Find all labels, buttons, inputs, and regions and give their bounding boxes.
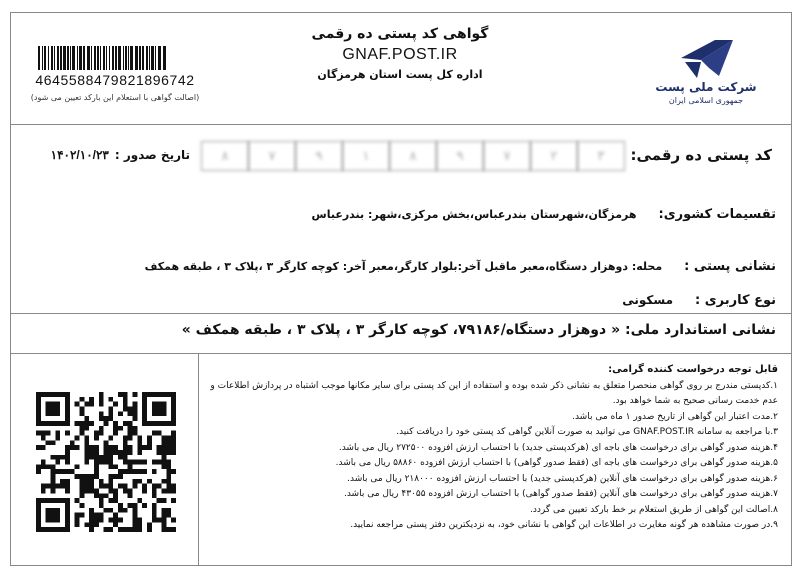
note-item: ۶.هزینه صدور گواهی برای درخواست های آنلاین (هرکدپستی جدید) با احتساب ارزش افزوده ۲۱۸۰۰۰ ریال می باشد. (347, 473, 778, 484)
postal-code-label: کد پستی ده رقمی: (630, 146, 772, 164)
postal-code-digit: ۳ (577, 141, 625, 171)
standard-address (182, 322, 776, 338)
note-item: ۳.با مراجعه به سامانه GNAF.POST.IR می توانید به صورت آنلاین گواهی کد پستی خود را دریافت کنید. (396, 427, 778, 437)
division-label: تقسیمات کشوری: (658, 207, 776, 222)
barcode-icon (38, 46, 166, 70)
postal-code-digit: ۸ (389, 141, 437, 171)
note-item: ۸.اصالت این گواهی از طریق استعلام بر خط بارکد تعیین می گردد. (530, 504, 778, 515)
office-name: اداره کل پست استان هرمزگان (317, 68, 483, 81)
address-label: نشانی پستی : (684, 259, 776, 274)
post-logo-icon (675, 36, 739, 82)
address-row (145, 255, 776, 274)
address-value: محله: دوهزار دستگاه،معبر ماقبل آخر:بلوار کارگر،معبر آخر: کوچه کارگر ۳ ،پلاک ۳ ، طبقه همکف (144, 260, 663, 273)
standard-address-value: « دوهزار دستگاه/۷۹۱۸۶، کوچه کارگر ۳ ، پلاک ۳ ، طبقه همکف » (181, 322, 621, 338)
issue-date (30, 148, 190, 162)
issue-date-label: تاریخ صدور : (114, 148, 190, 162)
usage-value: مسکونی (622, 293, 674, 307)
barcode-note: (اصالت گواهی با استعلام این بارکد تعیین می شود) (30, 93, 200, 102)
note-item: ۲.مدت اعتبار این گواهی از تاریخ صدور ۱ ماه می باشد. (572, 411, 778, 422)
note-item: ۵.هزینه صدور گواهی برای درخواست های باجه ای (فقط صدور گواهی) با احتساب ارزش افزوده ۵۸۸۶۰ ریال می باشد. (335, 458, 778, 468)
division-value: هرمزگان،شهرستان بندرعباس،بخش مرکزی،شهر: بندرعباس (311, 208, 637, 221)
postal-code-digit: ۱ (342, 141, 390, 171)
note-item: ۱.کدپستی مندرج بر روی گواهی منحصرا متعلق به نشانی ذکر شده بوده و استفاده از این کد پستی برای سایر مکانها موجب اشتباه در پردازش اطلاعات و عدم خدمت رسانی صحیح به شما خواهد بود. (210, 380, 778, 406)
postal-code-digit: ۷ (248, 141, 296, 171)
note-item: ۷.هزینه صدور گواهی برای درخواست های آنلاین (فقط صدور گواهی) با احتساب ارزش افزوده ۴۳۰۵۵ ریال می باشد. (343, 489, 778, 499)
postal-code-digit: ۸ (201, 141, 249, 171)
usage-row (622, 289, 776, 308)
logo-subtitle: جمهوری اسلامی ایران (668, 96, 744, 105)
postal-code-digit: ۲ (530, 141, 578, 171)
logo-name: شرکت ملی پست (655, 80, 757, 94)
divider (198, 353, 199, 566)
standard-address-label: نشانی استاندارد ملی: (625, 322, 776, 338)
divider (10, 353, 792, 354)
notes-title: قابل توجه درخواست کننده گرامی: (608, 364, 778, 375)
site-address: GNAF.POST.IR (342, 46, 458, 63)
document-title: گواهی کد پستی ده رقمی (311, 26, 489, 42)
title-block (300, 26, 500, 81)
issue-date-value: ۱۴۰۲/۱۰/۲۳ (50, 148, 109, 162)
usage-label: نوع کاربری : (695, 293, 776, 308)
qr-code-icon (36, 392, 176, 532)
notes-section (208, 362, 778, 534)
postal-code-digit: ۷ (483, 141, 531, 171)
barcode-number: 4645588479821896742 (35, 72, 195, 88)
postal-code-boxes (202, 141, 625, 171)
division-row (312, 203, 776, 222)
postal-code-digit: ۹ (295, 141, 343, 171)
divider (10, 313, 792, 314)
note-item: ۹.در صورت مشاهده هر گونه مغایرت در اطلاعات این گواهی با نشانی خود، به نزدیکترین دفتر پستی مراجعه نمایید. (350, 520, 778, 530)
divider (10, 124, 792, 125)
note-item: ۴.هزینه صدور گواهی برای درخواست های باجه ای (هرکدپستی جدید) با احتساب ارزش افزوده ۲۷۲۵۰۰ ریال می باشد. (338, 442, 778, 453)
postal-code-digit: ۹ (436, 141, 484, 171)
